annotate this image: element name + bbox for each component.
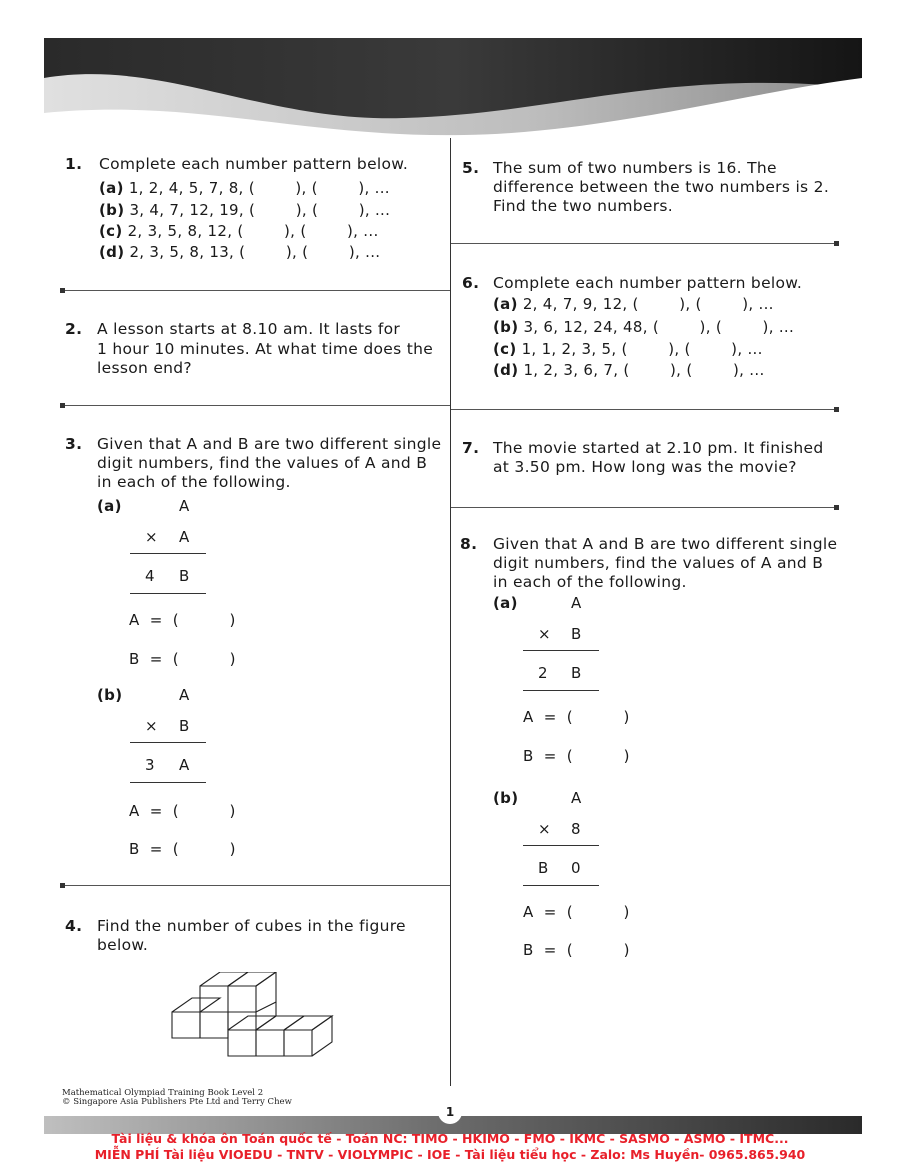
book-title: Mathematical Olympiad Training Book Level 2: [62, 1088, 264, 1098]
pattern-b: (b) 3, 6, 12, 24, 48, ( ), ( ), ...: [493, 318, 795, 336]
question-line: difference between the two numbers is 2.: [493, 178, 830, 196]
pattern-d: (d) 2, 3, 5, 8, 13, ( ), ( ), ...: [99, 243, 381, 261]
digit-top: A: [571, 594, 582, 612]
separator-line: [451, 243, 837, 244]
question-number: 4.: [65, 917, 83, 935]
cube-figure: [170, 972, 335, 1062]
page-number: 1: [438, 1100, 462, 1124]
question-line: digit numbers, find the values of A and B: [97, 454, 428, 472]
copyright-text: © Singapore Asia Publishers Pte Ltd and Terry Chew: [62, 1097, 292, 1107]
result-tens: 3: [145, 756, 155, 774]
answer-a: A = ( ): [129, 611, 236, 629]
question-number: 5.: [462, 159, 480, 177]
digit-top: A: [179, 497, 190, 515]
digit-top: A: [179, 686, 190, 704]
result-tens: 2: [538, 664, 548, 682]
rule-line: [130, 782, 206, 783]
question-number: 8.: [460, 535, 478, 553]
separator-line: [451, 507, 837, 508]
result-ones: B: [179, 567, 190, 585]
separator-line: [62, 885, 450, 886]
answer-b: B = ( ): [129, 650, 236, 668]
question-line: A lesson starts at 8.10 am. It lasts for: [97, 320, 401, 338]
rule-line: [523, 885, 599, 886]
column-divider: [450, 138, 451, 1086]
rule-line: [130, 742, 206, 743]
question-text: Complete each number pattern below.: [493, 274, 803, 292]
answer-a: A = ( ): [523, 903, 630, 921]
answer-b: B = ( ): [523, 747, 630, 765]
rule-line: [523, 650, 599, 651]
separator-line: [62, 405, 450, 406]
pattern-a: (a) 1, 2, 4, 5, 7, 8, ( ), ( ), ...: [99, 179, 390, 197]
times-sign: ×: [145, 717, 158, 735]
part-label: (b): [493, 789, 519, 807]
result-ones: A: [179, 756, 190, 774]
digit-multiplier: A: [179, 528, 190, 546]
result-ones: 0: [571, 859, 581, 877]
pattern-d: (d) 1, 2, 3, 6, 7, ( ), ( ), ...: [493, 361, 765, 379]
times-sign: ×: [145, 528, 158, 546]
question-number: 2.: [65, 320, 83, 338]
question-line: in each of the following.: [493, 573, 687, 591]
digit-top: A: [571, 789, 582, 807]
question-line: Given that A and B are two different single: [493, 535, 838, 553]
question-line: at 3.50 pm. How long was the movie?: [493, 458, 797, 476]
question-number: 6.: [462, 274, 480, 292]
question-line: The sum of two numbers is 16. The: [493, 159, 777, 177]
question-line: Given that A and B are two different single: [97, 435, 442, 453]
question-line: Find the two numbers.: [493, 197, 674, 215]
separator-line: [451, 409, 837, 410]
pattern-c: (c) 1, 1, 2, 3, 5, ( ), ( ), ...: [493, 340, 763, 358]
digit-multiplier: 8: [571, 820, 581, 838]
result-tens: B: [538, 859, 549, 877]
part-label: (a): [97, 497, 122, 515]
separator-line: [62, 290, 450, 291]
part-label: (b): [97, 686, 123, 704]
book-credit: [62, 1089, 292, 1107]
question-line: lesson end?: [97, 359, 192, 377]
answer-a: A = ( ): [129, 802, 236, 820]
question-line: Find the number of cubes in the figure: [97, 917, 406, 935]
answer-b: B = ( ): [129, 840, 236, 858]
pattern-a: (a) 2, 4, 7, 9, 12, ( ), ( ), ...: [493, 295, 774, 313]
rule-line: [130, 593, 206, 594]
answer-a: A = ( ): [523, 708, 630, 726]
pattern-c: (c) 2, 3, 5, 8, 12, ( ), ( ), ...: [99, 222, 379, 240]
answer-b: B = ( ): [523, 941, 630, 959]
digit-multiplier: B: [571, 625, 582, 643]
rule-line: [130, 553, 206, 554]
rule-line: [523, 845, 599, 846]
digit-multiplier: B: [179, 717, 190, 735]
times-sign: ×: [538, 820, 551, 838]
promo-line-2: MIỄN PHÍ Tài liệu VIOEDU - TNTV - VIOLYMPIC - IOE - Tài liệu tiểu học - Zalo: Ms Huyền- 0965.865.940: [94, 1147, 806, 1162]
question-text: Complete each number pattern below.: [99, 155, 409, 173]
part-label: (a): [493, 594, 518, 612]
question-line: digit numbers, find the values of A and B: [493, 554, 824, 572]
result-tens: 4: [145, 567, 155, 585]
question-number: 1.: [65, 155, 83, 173]
question-number: 3.: [65, 435, 83, 453]
rule-line: [523, 690, 599, 691]
pattern-b: (b) 3, 4, 7, 12, 19, ( ), ( ), ...: [99, 201, 391, 219]
question-line: 1 hour 10 minutes. At what time does the: [97, 340, 434, 358]
question-number: 7.: [462, 439, 480, 457]
result-ones: B: [571, 664, 582, 682]
question-line: The movie started at 2.10 pm. It finished: [493, 439, 824, 457]
question-line: below.: [97, 936, 149, 954]
question-line: in each of the following.: [97, 473, 291, 491]
times-sign: ×: [538, 625, 551, 643]
promo-line-1: Tài liệu & khóa ôn Toán quốc tế - Toán NC: TIMO - HKIMO - FMO - IKMC - SASMO - ASMO - ITMC...: [111, 1131, 789, 1146]
